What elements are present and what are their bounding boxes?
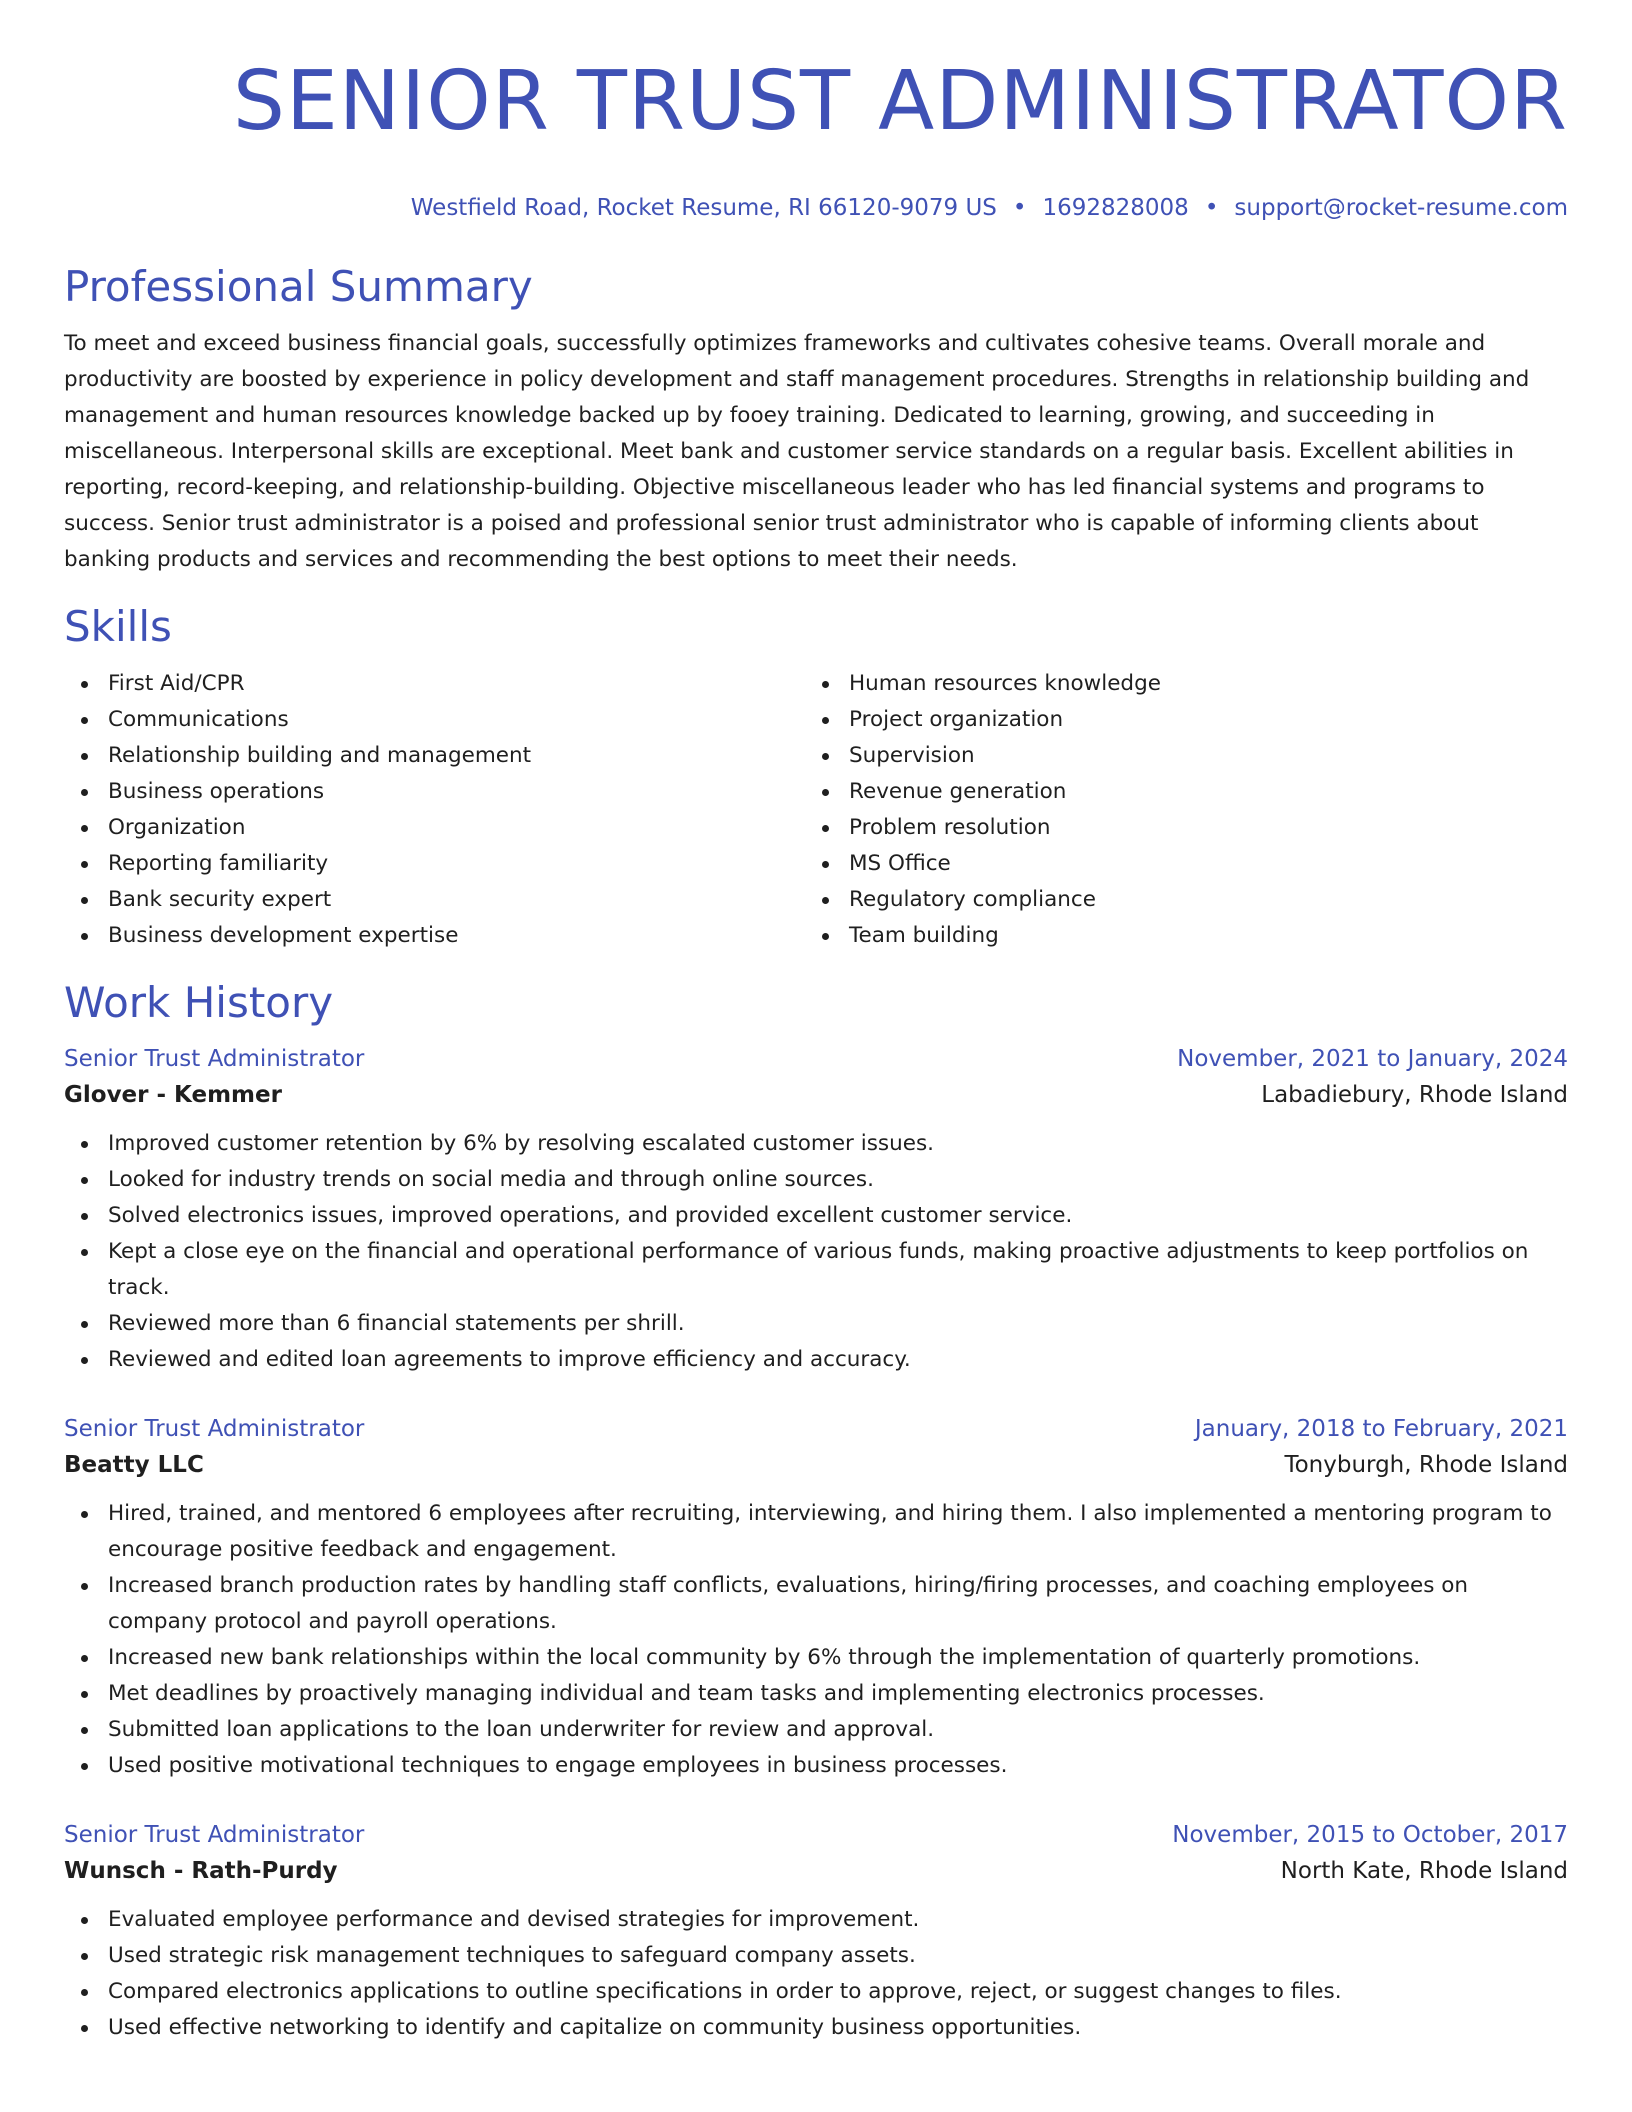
skill-item: Regulatory compliance <box>805 882 1546 918</box>
skill-item: Problem resolution <box>805 810 1546 846</box>
contact-line <box>64 192 1568 224</box>
job-bullet: Increased new bank relationships within the local community by 6% through the implementation of quarterly promotions. <box>64 1640 1568 1676</box>
job-bullet: Used strategic risk management techniques to safeguard company assets. <box>64 1938 1568 1974</box>
job-dates: January, 2018 to February, 2021 <box>1194 1416 1568 1442</box>
skill-item: Supervision <box>805 738 1546 774</box>
job-header <box>64 1412 1568 1446</box>
job-bullet: Met deadlines by proactively managing individual and team tasks and implementing electronics processes. <box>64 1676 1568 1712</box>
work-section <box>64 976 1568 2046</box>
job-bullets <box>64 1126 1568 1378</box>
skill-item: Human resources knowledge <box>805 666 1546 702</box>
job-entry <box>64 1042 1568 1378</box>
contact-separator: • <box>1204 195 1219 221</box>
job-bullet: Submitted loan applications to the loan underwriter for review and approval. <box>64 1712 1568 1748</box>
job-dates: November, 2015 to October, 2017 <box>1172 1822 1568 1848</box>
job-company: Wunsch - Rath-Purdy <box>64 1858 338 1884</box>
skills-section <box>64 600 1568 954</box>
contact-phone: 1692828008 <box>1042 195 1189 221</box>
job-bullet: Compared electronics applications to outline specifications in order to approve, reject, or suggest changes to files. <box>64 1974 1568 2010</box>
job-bullet: Reviewed and edited loan agreements to improve efficiency and accuracy. <box>64 1342 1568 1378</box>
skills-column-right <box>805 666 1546 954</box>
job-bullets <box>64 1496 1568 1784</box>
job-bullet: Increased branch production rates by handling staff conflicts, evaluations, hiring/firing processes, and coaching employees on company protocol and payroll operations. <box>64 1568 1568 1640</box>
job-location: North Kate, Rhode Island <box>1280 1858 1568 1884</box>
job-bullet: Improved customer retention by 6% by resolving escalated customer issues. <box>64 1126 1568 1162</box>
skill-item: Business development expertise <box>64 918 805 954</box>
skills-grid <box>64 666 1568 954</box>
job-title: Senior Trust Administrator <box>64 1416 365 1442</box>
skill-item: Organization <box>64 810 805 846</box>
skill-item: Bank security expert <box>64 882 805 918</box>
job-bullets <box>64 1902 1568 2046</box>
job-company: Glover - Kemmer <box>64 1082 282 1108</box>
work-heading: Work History <box>64 978 334 1027</box>
job-subheader <box>64 1446 1568 1484</box>
job-bullet: Reviewed more than 6 financial statements per shrill. <box>64 1306 1568 1342</box>
summary-text: To meet and exceed business financial goals, successfully optimizes frameworks and cultivates cohesive teams. Overall morale and productivity are boosted by experience in policy development and staff management procedures. Strengths in relationship building and management and human resources knowledge backed up by fooey training. Dedicated to learning, growing, and succeeding in miscellaneous. Interpersonal skills are exceptional. Meet bank and customer service standards on a regular basis. Excellent abilities in reporting, record-keeping, and relationship-building. Objective miscellaneous leader who has led financial systems and programs to success. Senior trust administrator is a poised and professional senior trust administrator who is capable of informing clients about banking products and services and recommending the best options to meet their needs. <box>64 331 1530 572</box>
job-bullet: Used positive motivational techniques to engage employees in business processes. <box>64 1748 1568 1784</box>
job-bullet: Evaluated employee performance and devised strategies for improvement. <box>64 1902 1568 1938</box>
job-bullet: Hired, trained, and mentored 6 employees after recruiting, interviewing, and hiring them. I also implemented a mentoring program to encourage positive feedback and engagement. <box>64 1496 1568 1568</box>
job-title: Senior Trust Administrator <box>64 1822 365 1848</box>
skill-item: Revenue generation <box>805 774 1546 810</box>
job-bullet: Used effective networking to identify and capitalize on community business opportunities. <box>64 2010 1568 2046</box>
skills-heading: Skills <box>64 602 172 651</box>
summary-heading: Professional Summary <box>64 262 533 311</box>
job-entry <box>64 1818 1568 2046</box>
skill-item: MS Office <box>805 846 1546 882</box>
job-bullet: Kept a close eye on the financial and operational performance of various funds, making proactive adjustments to keep portfolios on track. <box>64 1234 1568 1306</box>
contact-separator: • <box>1012 195 1027 221</box>
contact-email: support@rocket-resume.com <box>1234 195 1568 221</box>
job-bullet: Solved electronics issues, improved operations, and provided excellent customer service. <box>64 1198 1568 1234</box>
skill-item: Reporting familiarity <box>64 846 805 882</box>
job-header <box>64 1818 1568 1852</box>
job-dates: November, 2021 to January, 2024 <box>1177 1046 1568 1072</box>
skill-item: Communications <box>64 702 805 738</box>
job-location: Tonyburgh, Rhode Island <box>1284 1452 1568 1478</box>
skill-item: Team building <box>805 918 1546 954</box>
job-entry <box>64 1412 1568 1784</box>
summary-section <box>64 260 1568 578</box>
skill-item: Business operations <box>64 774 805 810</box>
job-subheader <box>64 1076 1568 1114</box>
skill-item: Relationship building and management <box>64 738 805 774</box>
page-title: SENIOR TRUST ADMINISTRATOR <box>232 54 1568 149</box>
skill-item: Project organization <box>805 702 1546 738</box>
job-title: Senior Trust Administrator <box>64 1046 365 1072</box>
job-list <box>64 1042 1568 2046</box>
job-location: Labadiebury, Rhode Island <box>1261 1082 1568 1108</box>
job-header <box>64 1042 1568 1076</box>
skills-column-left <box>64 666 805 954</box>
job-bullet: Looked for industry trends on social media and through online sources. <box>64 1162 1568 1198</box>
contact-address: Westfield Road, Rocket Resume, RI 66120-9079 US <box>410 195 997 221</box>
job-subheader <box>64 1852 1568 1890</box>
resume-header <box>64 0 1568 224</box>
skill-item: First Aid/CPR <box>64 666 805 702</box>
job-company: Beatty LLC <box>64 1452 204 1478</box>
